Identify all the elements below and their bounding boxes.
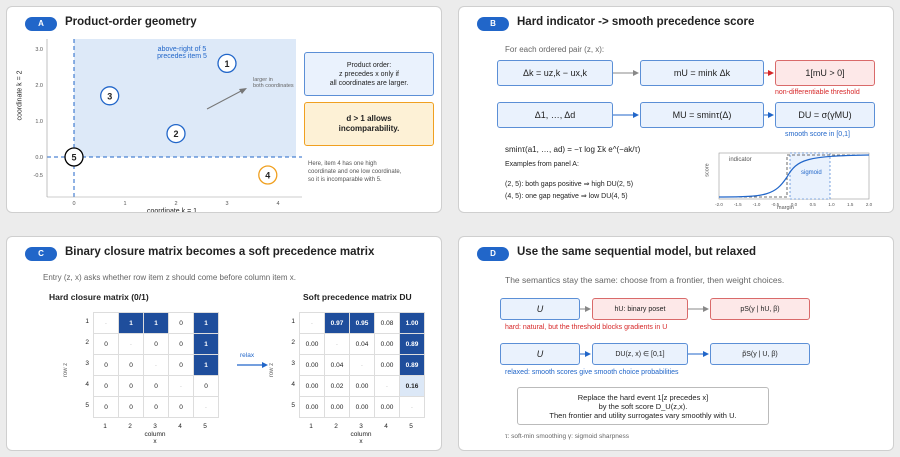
hard-matrix-cell: 0: [144, 334, 169, 355]
soft-matrix-cell: 0.00: [300, 397, 325, 418]
hard-matrix-cell: 0: [169, 334, 194, 355]
plot-y-label: score: [704, 163, 711, 177]
relaxed-prob-text: p̃S(y | U, β): [742, 350, 778, 358]
plot-x-tick: -0.5: [771, 202, 780, 207]
hard-matrix-cell: 0: [94, 355, 119, 376]
soft-score-text: DU(z, x) ∈ [0,1]: [615, 351, 665, 358]
plot-x-tick: 0.5: [809, 202, 816, 207]
point-label: 1: [224, 58, 230, 69]
hard-matrix-cell: 1: [194, 334, 219, 355]
example-2: (4, 5): one gap negative ⇒ low DU(4, 5): [505, 193, 628, 200]
hard-u-text: U: [536, 304, 544, 314]
hard-matrix-cell: ·: [144, 355, 169, 376]
summary-text: Replace the hard event 1[z precedes x] by the soft score D_U(z,x). Then frontier and utility surrogates vary smoothly with U.: [549, 392, 737, 420]
soft-col-label: 5: [409, 423, 413, 430]
hard-matrix-cell: 0: [194, 376, 219, 397]
summary-box: [517, 387, 769, 425]
y-tick: 3.0: [35, 47, 43, 53]
footnote: τ: soft-min smoothing γ: sigmoid sharpness: [505, 433, 629, 440]
examples-heading: Examples from panel A:: [505, 161, 579, 168]
panel-c-title: Binary closure matrix becomes a soft precedence matrix: [65, 246, 375, 258]
soft-matrix-cell: 0.00: [300, 334, 325, 355]
hard-matrix-cell: 1: [144, 313, 169, 334]
x-tick: 1: [123, 201, 127, 207]
soft-matrix-cell: 0.00: [375, 397, 400, 418]
soft-matrix-cell: 0.89: [400, 334, 425, 355]
relax-arrow: [235, 360, 271, 370]
point-label: 3: [107, 91, 113, 102]
panel-d-title: Use the same sequential model, but relaxed: [517, 246, 757, 258]
soft-matrix-cell: 0.97: [325, 313, 350, 334]
soft-matrix-cell: ·: [325, 334, 350, 355]
hard-row-label: 2: [85, 339, 89, 346]
soft-row-label: 3: [291, 360, 295, 367]
hard-matrix-cell: 0: [144, 397, 169, 418]
product-order-box: [304, 52, 434, 96]
hard-matrix-cell: 1: [119, 313, 144, 334]
softmin-formula: MU = sminτ(Δ): [672, 110, 732, 120]
relaxed-note: relaxed: smooth scores give smooth choice probabilities: [505, 369, 679, 376]
plot-x-tick: -1.5: [733, 202, 742, 207]
relax-label: relax: [240, 352, 255, 359]
soft-matrix-cell: 0.00: [350, 397, 375, 418]
arrow-note: larger in both coordinates: [253, 77, 294, 89]
point-label: 5: [71, 152, 77, 163]
hard-matrix-cell: 0: [94, 376, 119, 397]
x-axis-label: coordinate k = 1: [147, 208, 198, 213]
soft-row-axis: row z: [269, 362, 276, 378]
sigmoid-label: sigmoid: [801, 170, 822, 176]
soft-matrix-cell: 0.02: [325, 376, 350, 397]
panel-a-title: Product-order geometry: [65, 16, 197, 28]
hard-col-label: 5: [203, 423, 207, 430]
incomparability-box: [304, 102, 434, 146]
plot-x-tick: 2.0: [865, 202, 873, 207]
hard-col-label: 1: [103, 423, 107, 430]
binary-poset-text: hU: binary poset: [614, 305, 666, 313]
soft-matrix-cell: ·: [400, 397, 425, 418]
plot-x-tick: 1.5: [847, 202, 854, 207]
y-tick: 0.0: [35, 155, 43, 161]
panel-b-title: Hard indicator -> smooth precedence score: [517, 16, 755, 28]
hard-matrix-cell: 1: [194, 355, 219, 376]
threshold-note: non-differentiable threshold: [775, 89, 860, 96]
soft-matrix-cell: 0.00: [375, 355, 400, 376]
soft-matrix-title: Soft precedence matrix DU: [303, 292, 412, 302]
hard-col-axis: column x: [144, 431, 166, 445]
soft-matrix-cell: 0.00: [300, 355, 325, 376]
soft-col-label: 1: [309, 423, 313, 430]
soft-col-label: 3: [359, 423, 363, 430]
incomparability-text: d > 1 allows incomparability.: [338, 114, 400, 133]
soft-matrix-cell: 0.00: [300, 376, 325, 397]
hard-matrix-cell: ·: [119, 334, 144, 355]
x-tick: 4: [276, 201, 280, 207]
soft-matrix-cell: 0.08: [375, 313, 400, 334]
plot-x-tick: 1.0: [828, 202, 835, 207]
panel-a-plot: [7, 7, 307, 213]
hard-matrix-cell: 0: [144, 376, 169, 397]
panel-c: [6, 236, 442, 451]
hard-row-label: 5: [85, 402, 89, 409]
panel-a-badge: A: [25, 17, 57, 31]
soft-matrix-cell: 0.89: [400, 355, 425, 376]
soft-matrix: [299, 312, 425, 418]
hard-matrix-cell: 0: [169, 355, 194, 376]
hard-note: hard: natural, but the threshold blocks gradients in U: [505, 324, 668, 331]
hard-matrix-cell: 0: [94, 397, 119, 418]
point-label: 4: [265, 170, 271, 181]
hard-row-label: 4: [85, 381, 89, 388]
hard-row-label: 1: [85, 318, 89, 325]
panel-c-badge: C: [25, 247, 57, 261]
hard-col-label: 4: [178, 423, 182, 430]
soft-matrix-cell: ·: [375, 376, 400, 397]
plot-x-tick: 0.0: [790, 202, 798, 207]
hard-matrix-title: Hard closure matrix (0/1): [49, 292, 149, 302]
soft-matrix-cell: ·: [300, 313, 325, 334]
y-tick: -0.5: [33, 173, 43, 179]
panel-a: [6, 6, 442, 213]
hard-row-axis: row z: [63, 362, 70, 378]
softmin-definition: sminτ(a1, …, ad) = −τ log Σk e^(−ak/τ): [505, 145, 641, 154]
y-tick: 2.0: [35, 83, 43, 89]
hard-matrix-cell: 0: [169, 313, 194, 334]
hard-matrix-cell: 0: [119, 355, 144, 376]
plot-x-tick: -1.0: [752, 202, 761, 207]
soft-row-label: 4: [291, 381, 295, 388]
soft-matrix-cell: 1.00: [400, 313, 425, 334]
x-tick: 3: [225, 201, 229, 207]
soft-matrix-cell: 0.16: [400, 376, 425, 397]
hard-matrix-cell: ·: [169, 376, 194, 397]
soft-matrix-cell: 0.00: [350, 376, 375, 397]
example-1: (2, 5): both gaps positive ⇒ high DU(2, 5): [505, 181, 634, 188]
relaxed-u-text: U: [536, 349, 544, 359]
x-tick: 0: [72, 201, 76, 207]
plot-x-tick: -2.0: [715, 202, 723, 207]
panel-b-subtitle: For each ordered pair (z, x):: [505, 45, 605, 54]
x-tick: 2: [174, 201, 178, 207]
product-order-text: Product order: z precedes x only if all coordinates are larger.: [329, 61, 409, 87]
soft-matrix-cell: 0.95: [350, 313, 375, 334]
panel-d: [458, 236, 894, 451]
hard-matrix: [93, 312, 219, 418]
soft-row-label: 5: [291, 402, 295, 409]
soft-matrix-cell: 0.04: [325, 355, 350, 376]
hard-col-label: 2: [128, 423, 132, 430]
hard-col-label: 3: [153, 423, 157, 430]
indicator-formula: 1[mU > 0]: [805, 68, 845, 78]
indicator-label: indicator: [729, 157, 752, 163]
soft-col-label: 4: [384, 423, 388, 430]
hard-matrix-cell: 0: [119, 397, 144, 418]
soft-col-label: 2: [334, 423, 338, 430]
soft-matrix-cell: 0.04: [350, 334, 375, 355]
soft-matrix-cell: 0.00: [375, 334, 400, 355]
y-tick: 1.0: [35, 119, 43, 125]
sigmoid-formula: DU = σ(γMU): [798, 110, 852, 120]
panel-c-subtitle: Entry (z, x) asks whether row item z should come before column item x.: [43, 273, 296, 282]
incomparable-note: Here, item 4 has one high coordinate and one low coordinate, so it is incomparable with 5.: [308, 161, 402, 183]
min-gap-formula: mU = mink Δk: [673, 68, 731, 78]
soft-col-axis: column x: [350, 431, 372, 445]
hard-matrix-cell: ·: [94, 313, 119, 334]
soft-matrix-cell: ·: [350, 355, 375, 376]
hard-matrix-cell: 0: [169, 397, 194, 418]
hard-matrix-cell: 0: [94, 334, 119, 355]
plot-x-label: margin: [777, 205, 794, 211]
panel-b-badge: B: [477, 17, 509, 31]
region-label: above-right of 5 precedes item 5: [157, 46, 207, 60]
gap-formula: Δk = uz,k − ux,k: [522, 68, 588, 78]
y-axis-label: coordinate k = 2: [16, 70, 24, 121]
hard-prob-text: pS(y | hU, β): [740, 305, 780, 313]
hard-matrix-cell: 0: [119, 376, 144, 397]
smooth-note: smooth score in [0,1]: [785, 131, 850, 138]
gaps-formula: Δ1, …, Δd: [534, 110, 576, 120]
soft-matrix-cell: 0.00: [325, 397, 350, 418]
panel-d-subtitle: The semantics stay the same: choose from a frontier, then weight choices.: [505, 275, 785, 285]
sigmoid-plot: [697, 147, 877, 213]
point-label: 2: [173, 129, 179, 140]
hard-matrix-cell: 1: [194, 313, 219, 334]
soft-row-label: 1: [291, 318, 295, 325]
panel-d-badge: D: [477, 247, 509, 261]
hard-matrix-cell: ·: [194, 397, 219, 418]
panel-b: [458, 6, 894, 213]
hard-row-label: 3: [85, 360, 89, 367]
soft-row-label: 2: [291, 339, 295, 346]
